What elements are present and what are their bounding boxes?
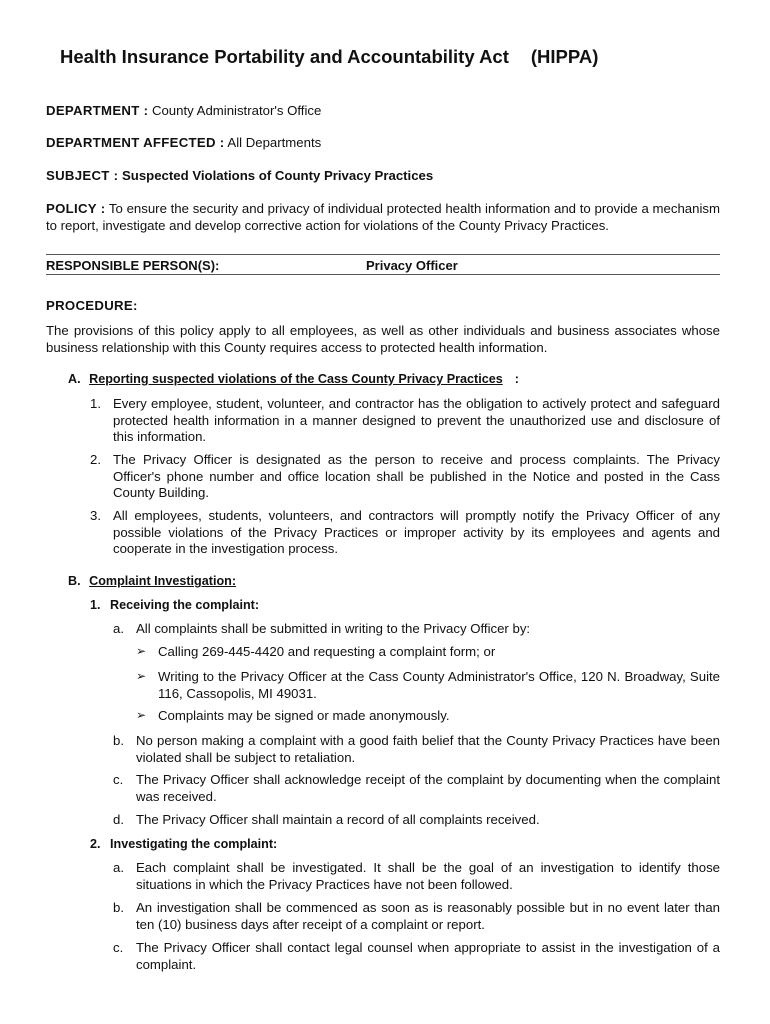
receiving-complaint-heading [90,598,259,612]
responsible-label: RESPONSIBLE PERSON(S): [46,258,220,273]
divider-top [46,254,720,255]
investigating-a-text: Each complaint shall be investigated. It shall be the goal of an investigation to identify those situations in which the Privacy Practices have not been followed. [136,860,720,892]
department-affected-label: DEPARTMENT AFFECTED : [46,135,225,150]
arrow-bullet-icon: ➢ [136,708,147,722]
department-affected-value: All Departments [227,135,322,150]
receiving-a-letter: a. [113,621,124,636]
subject-row [46,168,433,183]
section-b-letter: B. [68,574,81,588]
receiving-d-letter: d. [113,812,124,827]
arrow-bullet-icon: ➢ [136,669,147,683]
divider-bottom [46,274,720,275]
investigating-b-text: An investigation shall be commenced as soon as is reasonably possible but in no event later than ten (10) business days after receipt of a complaint or report. [136,900,720,932]
section-b-title: Complaint Investigation: [89,574,237,588]
receiving-num: 1. [90,598,101,612]
title-acronym: (HIPPA) [530,46,599,67]
procedure-label: PROCEDURE: [46,298,138,313]
investigating-num: 2. [90,837,101,851]
investigating-title: Investigating the complaint: [110,837,278,851]
receiving-c-letter: c. [113,772,124,787]
section-a-item-2-num: 2. [90,452,101,467]
arrow-bullet-icon: ➢ [136,644,147,658]
section-a-item-1: Every employee, student, volunteer, and contractor has the obligation to actively protect and safeguard protected health information in a manner designed to prevent the unauthorized use and disclosure of this information. [113,396,720,444]
receiving-a-text: All complaints shall be submitted in writing to the Privacy Officer by: [136,621,531,636]
receiving-c-text: The Privacy Officer shall acknowledge receipt of the complaint by documenting when the complaint was received. [136,772,720,804]
title-main: Health Insurance Portability and Accountability Act [60,46,509,67]
department-label: DEPARTMENT : [46,103,149,118]
bullet-anonymous: Complaints may be signed or made anonymously. [158,708,450,723]
investigating-a-letter: a. [113,860,124,875]
policy-text: To ensure the security and privacy of individual protected health information and to provide a mechanism to report, investigate and develop corrective action for violations of the County Privacy Practices. [46,201,720,233]
section-a-item-3-num: 3. [90,508,101,523]
receiving-b-letter: b. [113,733,124,748]
investigating-complaint-heading [90,837,277,851]
procedure-intro: The provisions of this policy apply to all employees, as well as other individuals and business associates whose business relationship with this County requires access to protected health information. [46,323,720,355]
policy-paragraph [46,200,720,234]
bullet-calling: Calling 269-445-4420 and requesting a complaint form; or [158,644,496,659]
responsible-row [46,258,720,273]
section-a-letter: A. [68,372,81,386]
investigating-c-letter: c. [113,940,124,955]
receiving-b-text: No person making a complaint with a good faith belief that the County Privacy Practices have been violated shall be subject to retaliation. [136,733,720,765]
investigating-c-text: The Privacy Officer shall contact legal counsel when appropriate to assist in the investigation of a complaint. [136,940,720,972]
receiving-title: Receiving the complaint: [110,598,260,612]
department-affected-row [46,135,321,150]
section-a-item-3: All employees, students, volunteers, and contractors will promptly notify the Privacy Officer of any possible violations of the Privacy Practices or improper activity by its employees and agents and cooperate in the investigation process. [113,508,720,556]
bullet-writing: Writing to the Privacy Officer at the Cass County Administrator's Office, 120 N. Broadway, Suite 116, Cassopolis, MI 49031. [158,669,720,701]
investigating-b-letter: b. [113,900,124,915]
section-a-colon: : [514,372,519,386]
section-a-item-1-num: 1. [90,396,101,411]
subject-label: SUBJECT : [46,168,119,183]
policy-label: POLICY : [46,201,106,216]
procedure-heading [46,298,138,313]
section-a-title: Reporting suspected violations of the Cass County Privacy Practices [89,372,503,386]
section-a-item-2: The Privacy Officer is designated as the person to receive and process complaints. The Privacy Officer's phone number and office location shall be published in the Notice and posted in the Cass County Building. [113,452,720,500]
subject-value: Suspected Violations of County Privacy Practices [121,168,434,183]
receiving-d-text: The Privacy Officer shall maintain a record of all complaints received. [136,812,540,827]
department-value: County Administrator's Office [151,103,322,118]
section-a-heading [68,372,519,386]
department-row [46,103,321,118]
responsible-value: Privacy Officer [366,258,458,273]
document-title [60,46,598,68]
section-b-heading [68,574,236,588]
